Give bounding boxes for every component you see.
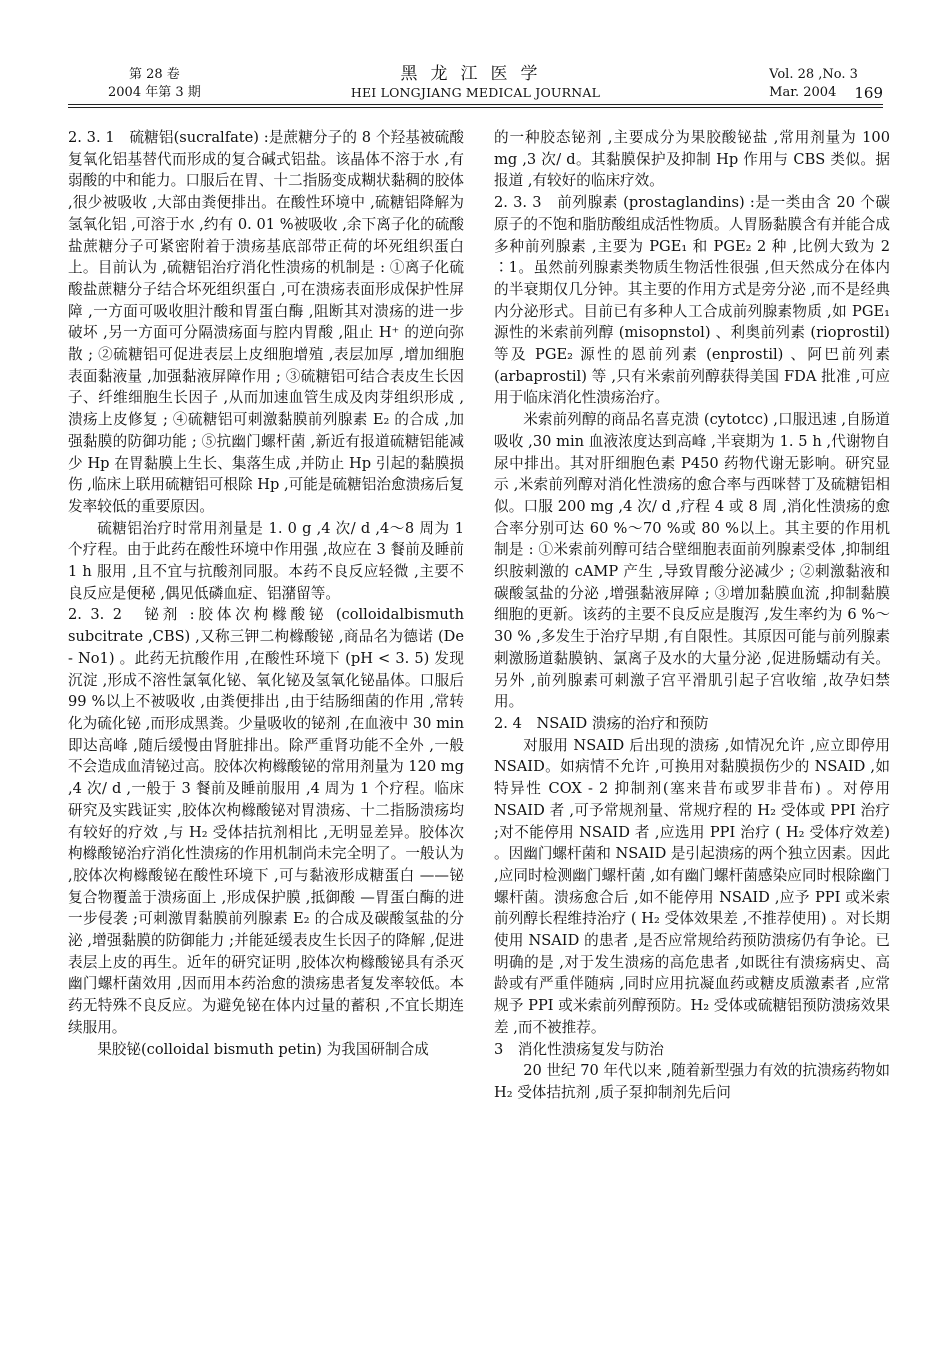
journal-title-cn: 黑龙江医学 <box>400 64 551 84</box>
issue-cn: 2004 年第 3 期 <box>108 85 201 100</box>
header-rule-bottom <box>68 107 883 108</box>
paragraph: 2. 3. 1 硫糖铝(sucralfate) :是蔗糖分子的 8 个羟基被硫酸复氧化铝基替代而形成的复合碱式铝盐。该晶体不溶于水 ,有弱酸的中和能力。口服后在胃、十二指肠变成糊状黏稠的胶体 ,很少被吸收 ,大部由粪便排出。在酸性环境中 ,硫糖铝降解为氢氧化铝 ,可溶于水 ,约有 0. 01 %被吸收 ,余下离子化的硫酸盐蔗糖分子可紧密附着于溃疡基底部带正荷的坏死组织蛋白上。目前认为 ,硫糖铝治疗消化性溃疡的机制是 : ①离子化硫酸盐蔗糖分子结合坏死组织蛋白 ,可在溃疡表面形成保护性屏障 ,一方面可吸收胆汁酸和胃蛋白酶 ,阻断其对溃疡的进一步破坏 ,另一方面可分隔溃疡面与腔内胃酸 ,阻止 H⁺ 的逆向弥散 ; ②硫糖铝可促进表层上皮细胞增殖 ,表层加厚 ,增加细胞表面黏液量 ,加强黏液屏障作用 ; ③硫糖铝可结合表皮生长因子、纤维细胞生长因子 ,从而加速血管生成及肉芽组织形成 ,溃疡上皮修复 ; ④硫糖铝可刺激黏膜前列腺素 E₂ 的合成 ,加强黏膜的防御功能 ; ⑤抗幽门螺杆菌 ,新近有报道硫糖铝能减少 Hp 在胃黏膜上生长、集落生成 ,并防止 Hp 引起的黏膜损伤 ,临床上联用硫糖铝可根除 Hp ,可能是硫糖铝治愈溃疡后复发率较低的重要原因。 <box>68 129 464 515</box>
paragraph: 硫糖铝治疗时常用剂量是 1. 0 g ,4 次/ d ,4～8 周为 1 个疗程。由于此药在酸性环境中作用强 ,故应在 3 餐前及睡前 1 h 服用 ,且不宜与抗酸剂同服。本药不良反应轻微 ,主要不良反应是便秘 ,偶见低磷血症、铝潴留等。 <box>68 519 464 602</box>
left-column <box>68 127 464 1060</box>
paragraph: 对服用 NSAID 后出现的溃疡 ,如情况允许 ,应立即停用 NSAID。如病情不允许 ,可换用对黏膜损伤少的 NSAID ,如特异性 COX - 2 抑制剂(塞来昔布或罗非昔布) 。对停用 NSAID 者 ,可予常规剂量、常规疗程的 H₂ 受体或 PPI 治疗 ;对不能停用 NSAID 者 ,应选用 PPI 治疗 ( H₂ 受体疗效差) 。因幽门螺杆菌和 NSAID 是引起溃疡的两个独立因素。因此 ,应同时检测幽门螺杆菌 ,如有幽门螺杆菌感染应同时根除幽门螺杆菌。溃疡愈合后 ,如不能停用 NSAID ,应予 PPI 或米索前列醇长程维持治疗 ( H₂ 受体效果差 ,不推荐使用) 。对长期使用 NSAID 的患者 ,是否应常规给药预防溃疡仍有争论。已明确的是 ,对于发生溃疡的高危患者 ,如既往有溃疡病史、高龄或有严重伴随病 ,同时应用抗凝血药或糖皮质激素者 ,应常规予 PPI 或米索前列醇预防。H₂ 受体或硫糖铝预防溃疡效果差 ,而不被推荐。 <box>494 736 890 1036</box>
journal-title <box>68 64 883 102</box>
paragraph: 2. 4 NSAID 溃疡的治疗和预防 <box>494 714 709 732</box>
volume-cn: 第 28 卷 <box>128 67 180 82</box>
page-number: 169 <box>854 84 883 102</box>
right-column <box>494 127 890 1104</box>
paragraph: 2. 3. 2 铋剂 :胶体次枸橼酸铋 (colloidalbismuth subcitrate ,CBS) ,又称三钾二枸橼酸铋 ,商品名为德诺 (De - No1) 。此药无抗酸作用 ,在酸性环境下 (pH < 3. 5) 发现沉淀 ,形成不溶性氯氧化铋、氧化铋及氢氧化铋晶体。口服后 99 %以上不被吸收 ,由粪便排出 ,由于结肠细菌的作用 ,常转化为硫化铋 ,而形成黑粪。少量吸收的铋剂 ,在血液中 30 min 即达高峰 ,随后缓慢由肾脏排出。除严重肾功能不全外 ,一般不会造成血清铋过高。胶体次枸橼酸铋的常用剂量为 120 mg ,4 次/ d ,一般于 3 餐前及睡前服用 ,4 周为 1 个疗程。临床研究及实践证实 ,胶体次枸橼酸铋对胃溃疡、十二指肠溃疡均有较好的疗效 ,与 H₂ 受体拮抗剂相比 ,无明显差异。胶体次枸橼酸铋治疗消化性溃疡的作用机制尚未完全明了。一般认为 ,胶体次枸橼酸铋在酸性环境下 ,可与黏液形成糖蛋白 ——铋复合物覆盖于溃疡面上 ,形成保护膜 ,抵御酸 —胃蛋白酶的进一步侵袭 ;可刺激胃黏膜前列腺素 E₂ 的合成及碳酸氢盐的分泌 ,增强黏膜的防御能力 ;并能延缓表皮生长因子的降解 ,促进表层上皮的再生。近年的研究证明 ,胶体次枸橼酸铋具有杀灭幽门螺杆菌效用 ,因而用本药治愈的溃疡患者复发率较低。本药无特殊不良反应。为避免铋在体内过量的蓄积 ,不宜长期连续服用。 <box>68 606 464 1036</box>
date-en: Mar. 2004 <box>769 85 837 100</box>
paragraph: 米索前列醇的商品名喜克溃 (cytotcc) ,口服迅速 ,自肠道吸收 ,30 min 血液浓度达到高峰 ,半衰期为 1. 5 h ,代谢物自尿中排出。其对肝细胞色素 P450 药物代谢无影响。研究显示 ,米索前列醇对消化性溃疡的愈合率与西咪替丁及硫糖铝相似。口服 200 mg ,4 次/ d ,疗程 4 或 8 周 ,消化性溃疡的愈合率分别可达 60 %～70 %或 80 %以上。其主要的作用机制是 : ①米索前列醇可结合壁细胞表面前列腺素受体 ,抑制组织胺刺激的 cAMP 产生 ,导致胃酸分泌减少 ; ②刺激黏液和碳酸氢盐的分泌 ,增强黏液屏障 ; ③增加黏膜血流 ,抑制黏膜细胞的更新。该药的主要不良反应是腹泻 ,发生率约为 6 %～30 % ,多发生于治疗早期 ,有自限性。其原因可能与前列腺素刺激肠道黏膜钠、氯离子及水的大量分泌 ,促进肠蠕动有关。另外 ,前列腺素可刺激子宫平滑肌引起子宫收缩 ,故孕妇禁用。 <box>494 411 890 711</box>
header-rule-top <box>68 104 883 105</box>
running-header <box>68 62 883 106</box>
header-volume-issue-en <box>769 66 883 102</box>
paragraph: 2. 3. 3 前列腺素 (prostaglandins) :是一类由含 20 个碳原子的不饱和脂肪酸组成活性物质。人胃肠黏膜含有并能合成多种前列腺素 ,主要为 PGE₁ 和 PGE₂ 2 种 ,比例大致为 2 ∶1。虽然前列腺素类物质生物活性很强 ,但天然成分在体内的半衰期仅几分钟。其主要的作用方式是旁分泌 ,而不是经典内分泌形式。目前已有多种人工合成前列腺素物质 ,如 PGE₁ 源性的米索前列醇 (misopnstol) 、利奥前列素 (rioprostil) 等及 PGE₂ 源性的恩前列素 (enprostil) 、阿巴前列素 (arbaprostil) 等 ,只有米索前列醇获得美国 FDA 批准 ,可应用于临床消化性溃疡治疗。 <box>494 194 890 407</box>
volume-en: Vol. 28 ,No. 3 <box>769 67 858 82</box>
paragraph: 果胶铋(colloidal bismuth petin) 为我国研制合成 <box>97 1040 429 1058</box>
paragraph: 20 世纪 70 年代以来 ,随着新型强力有效的抗溃疡药物如 H₂ 受体拮抗剂 ,质子泵抑制剂先后问 <box>494 1062 890 1101</box>
journal-title-en: HEI LONGJIANG MEDICAL JOURNAL <box>350 85 601 100</box>
paragraph: 3 消化性溃疡复发与防治 <box>494 1040 664 1058</box>
paragraph: 的一种胶态铋剂 ,主要成分为果胶酸铋盐 ,常用剂量为 100 mg ,3 次/ d。其黏膜保护及抑制 Hp 作用与 CBS 类似。据报道 ,有较好的临床疗效。 <box>494 129 890 190</box>
